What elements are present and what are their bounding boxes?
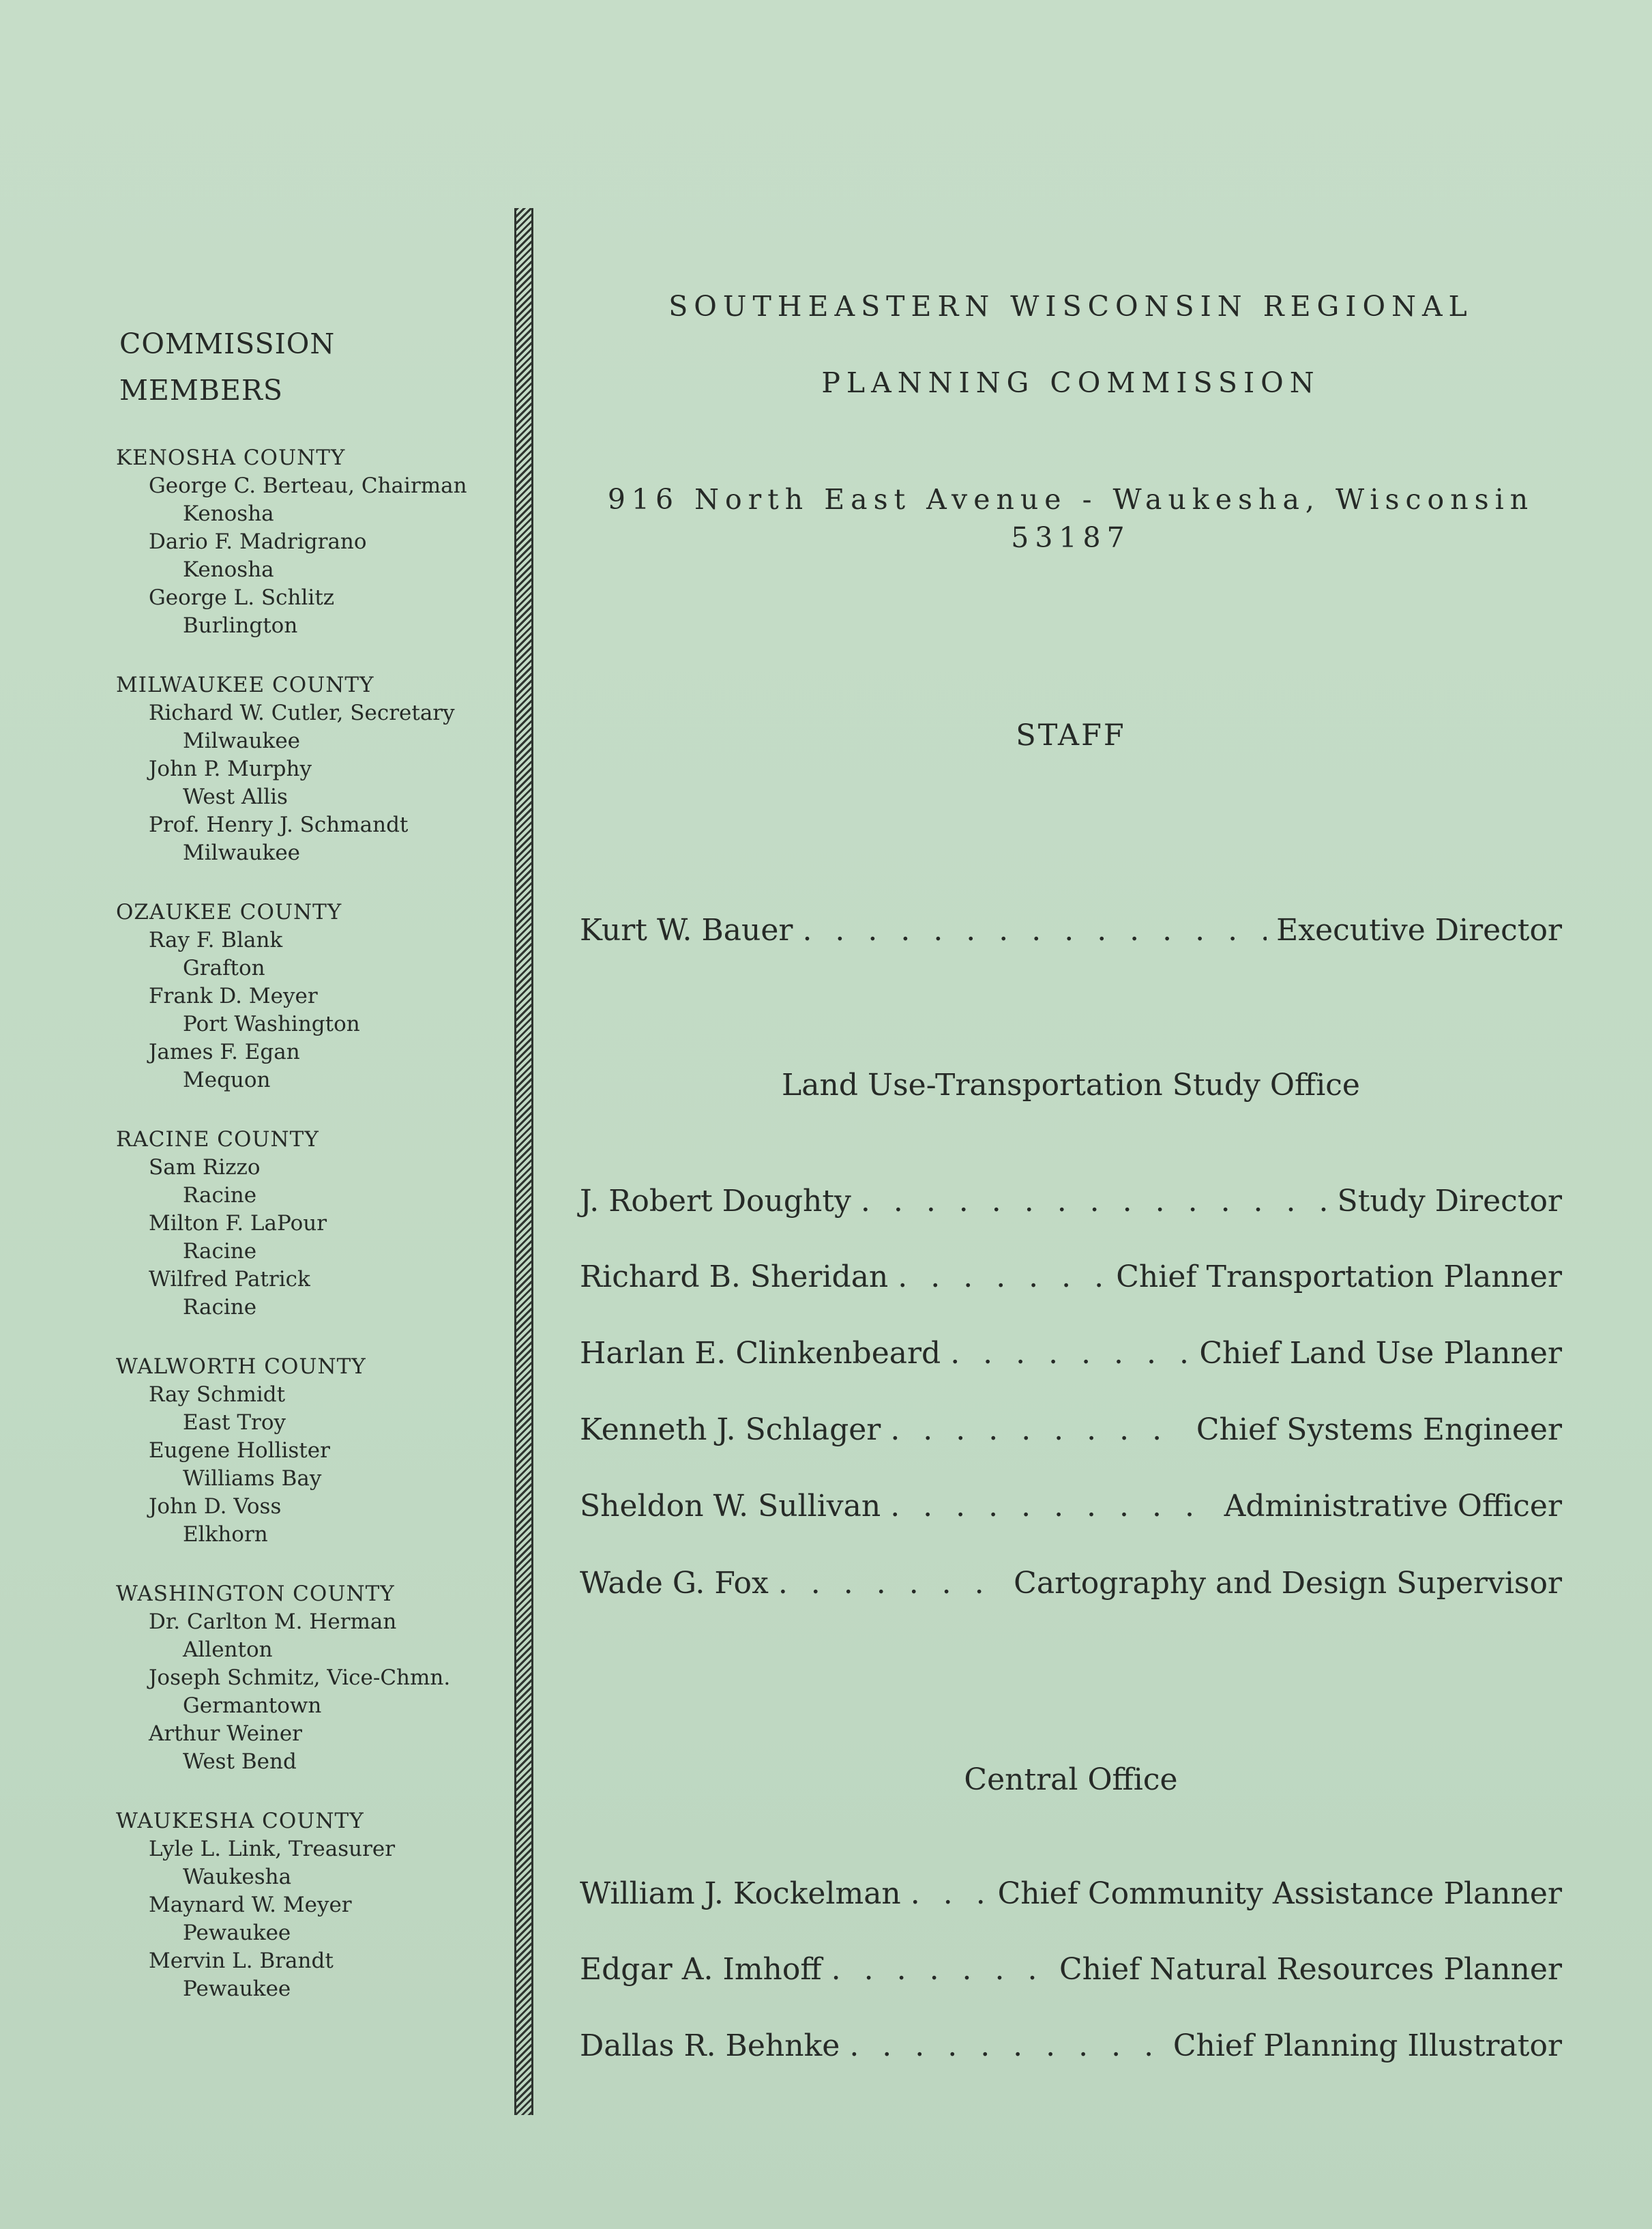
staff-row-director <box>580 913 1562 948</box>
commission-member <box>116 811 498 867</box>
commission-member <box>116 1835 498 1891</box>
commission-member <box>116 1266 498 1322</box>
leader-dots <box>898 1259 1106 1294</box>
member-name: Prof. Henry J. Schmandt <box>149 813 409 837</box>
staff-title: Chief Systems Engineer <box>1196 1412 1562 1447</box>
staff-title: Chief Transportation Planner <box>1116 1259 1562 1294</box>
staff-name: Wade G. Fox <box>580 1566 769 1601</box>
leader-dots <box>950 1336 1190 1371</box>
staff-name: Sheldon W. Sullivan <box>580 1489 881 1524</box>
member-city: Burlington <box>183 613 298 638</box>
county-name: WAUKESHA COUNTY <box>116 1809 364 1833</box>
member-city: Pewaukee <box>183 1921 291 1945</box>
commission-member <box>116 1891 498 1947</box>
staff-title: Chief Land Use Planner <box>1199 1336 1562 1371</box>
member-name: Arthur Weiner <box>149 1721 302 1746</box>
staff-title: Executive Director <box>1276 913 1562 948</box>
member-name: John D. Voss <box>149 1494 282 1519</box>
commission-member <box>116 1437 498 1493</box>
member-city: Port Washington <box>183 1012 360 1036</box>
member-city: Milwaukee <box>183 841 301 865</box>
commission-member <box>116 472 498 528</box>
county-block <box>116 443 498 640</box>
commission-member <box>116 584 498 640</box>
org-name-line2: PLANNING COMMISSION <box>821 366 1321 399</box>
leader-dots <box>890 1412 1187 1447</box>
staff-title: Chief Natural Resources Planner <box>1059 1952 1562 1987</box>
member-name: Sam Rizzo <box>149 1155 261 1180</box>
address-line1: 916 North East Avenue - Waukesha, Wisconsin <box>607 483 1535 516</box>
member-name: Ray F. Blank <box>149 928 283 952</box>
member-name: James F. Egan <box>149 1040 300 1064</box>
address-line2: 53187 <box>1011 521 1131 554</box>
commission-title-line2: MEMBERS <box>119 374 283 407</box>
staff-name: Harlan E. Clinkenbeard <box>580 1336 941 1371</box>
member-city: Grafton <box>183 956 265 980</box>
staff-heading: STAFF <box>1016 718 1126 753</box>
member-city: Racine <box>183 1239 257 1264</box>
commission-member <box>116 528 498 584</box>
member-name: Dario F. Madrigrano <box>149 529 367 554</box>
staff-title: Cartography and Design Supervisor <box>1014 1566 1562 1601</box>
member-city: West Allis <box>183 785 288 809</box>
staff-name: Dallas R. Behnke <box>580 2028 840 2063</box>
staff-name: J. Robert Doughty <box>580 1184 851 1219</box>
commission-members-column <box>116 321 498 2034</box>
member-city: Kenosha <box>183 501 274 526</box>
staff-name: Richard B. Sheridan <box>580 1259 889 1294</box>
commission-members-title <box>119 321 498 413</box>
staff-row <box>580 1184 1562 1219</box>
member-name: Lyle L. Link, Treasurer <box>149 1837 396 1861</box>
member-name: Milton F. LaPour <box>149 1211 327 1236</box>
member-city: Germantown <box>183 1693 322 1718</box>
commission-member <box>116 982 498 1038</box>
land-use-office-heading: Land Use-Transportation Study Office <box>782 1068 1360 1103</box>
county-name: KENOSHA COUNTY <box>116 446 346 470</box>
member-name: John P. Murphy <box>149 757 312 781</box>
member-city: Mequon <box>183 1068 271 1092</box>
commission-member <box>116 1381 498 1437</box>
member-name: George C. Berteau, Chairman <box>149 474 467 498</box>
county-name: WALWORTH COUNTY <box>116 1354 366 1379</box>
staff-row <box>580 1336 1562 1371</box>
staff-name: Kenneth J. Schlager <box>580 1412 881 1447</box>
leader-dots <box>849 2028 1164 2063</box>
commission-member <box>116 1210 498 1266</box>
member-city: East Troy <box>183 1410 286 1435</box>
staff-name: Edgar A. Imhoff <box>580 1952 822 1987</box>
county-name: OZAUKEE COUNTY <box>116 900 342 924</box>
hatched-divider <box>514 208 533 2115</box>
member-city: Milwaukee <box>183 729 301 753</box>
member-name: Wilfred Patrick <box>149 1267 310 1292</box>
member-name: George L. Schlitz <box>149 585 335 610</box>
central-office-heading: Central Office <box>964 1762 1178 1797</box>
staff-title: Administrative Officer <box>1224 1489 1562 1524</box>
leader-dots <box>861 1184 1328 1219</box>
commission-member <box>116 1154 498 1210</box>
member-name: Dr. Carlton M. Herman <box>149 1609 397 1634</box>
member-city: Racine <box>183 1183 257 1208</box>
member-city: Williams Bay <box>183 1466 322 1491</box>
member-city: Kenosha <box>183 557 274 582</box>
org-name-line1: SOUTHEASTERN WISCONSIN REGIONAL <box>668 290 1473 323</box>
leader-dots <box>890 1489 1214 1524</box>
member-name: Joseph Schmitz, Vice-Chmn. <box>149 1665 451 1690</box>
member-city: Pewaukee <box>183 1977 291 2001</box>
staff-row <box>580 1489 1562 1524</box>
staff-title: Study Director <box>1337 1184 1562 1219</box>
staff-name: Kurt W. Bauer <box>580 913 793 948</box>
member-name: Ray Schmidt <box>149 1382 286 1407</box>
staff-row <box>580 1412 1562 1447</box>
staff-name: William J. Kockelman <box>580 1876 901 1911</box>
member-name: Mervin L. Brandt <box>149 1949 334 1973</box>
commission-member <box>116 1608 498 1664</box>
staff-row <box>580 1566 1562 1601</box>
staff-row <box>580 1876 1562 1911</box>
county-list <box>116 443 498 2003</box>
commission-member <box>116 1493 498 1549</box>
member-city: Allenton <box>183 1637 273 1662</box>
staff-title: Chief Community Assistance Planner <box>997 1876 1562 1911</box>
commission-title-line1: COMMISSION <box>119 327 336 360</box>
leader-dots <box>802 913 1267 948</box>
county-block <box>116 1807 498 2003</box>
commission-member <box>116 1038 498 1094</box>
member-city: West Bend <box>183 1749 297 1774</box>
commission-member <box>116 1947 498 2003</box>
commission-member <box>116 927 498 982</box>
county-block <box>116 1579 498 1776</box>
county-name: MILWAUKEE COUNTY <box>116 673 374 697</box>
commission-member <box>116 1720 498 1776</box>
county-block <box>116 671 498 867</box>
staff-row <box>580 1952 1562 1987</box>
commission-member <box>116 699 498 755</box>
county-block <box>116 1125 498 1322</box>
commission-member <box>116 1664 498 1720</box>
county-block <box>116 898 498 1094</box>
member-name: Frank D. Meyer <box>149 984 318 1008</box>
staff-row <box>580 2028 1562 2063</box>
member-city: Elkhorn <box>183 1522 268 1547</box>
member-name: Maynard W. Meyer <box>149 1893 352 1917</box>
county-name: WASHINGTON COUNTY <box>116 1582 395 1606</box>
member-city: Racine <box>183 1295 257 1320</box>
member-name: Richard W. Cutler, Secretary <box>149 701 455 725</box>
county-block <box>116 1352 498 1549</box>
staff-row <box>580 1259 1562 1294</box>
member-name: Eugene Hollister <box>149 1438 330 1463</box>
leader-dots <box>911 1876 988 1911</box>
leader-dots <box>831 1952 1050 1987</box>
commission-member <box>116 755 498 811</box>
staff-title: Chief Planning Illustrator <box>1172 2028 1562 2063</box>
leader-dots <box>778 1566 1004 1601</box>
county-name: RACINE COUNTY <box>116 1127 319 1152</box>
member-city: Waukesha <box>183 1865 292 1889</box>
